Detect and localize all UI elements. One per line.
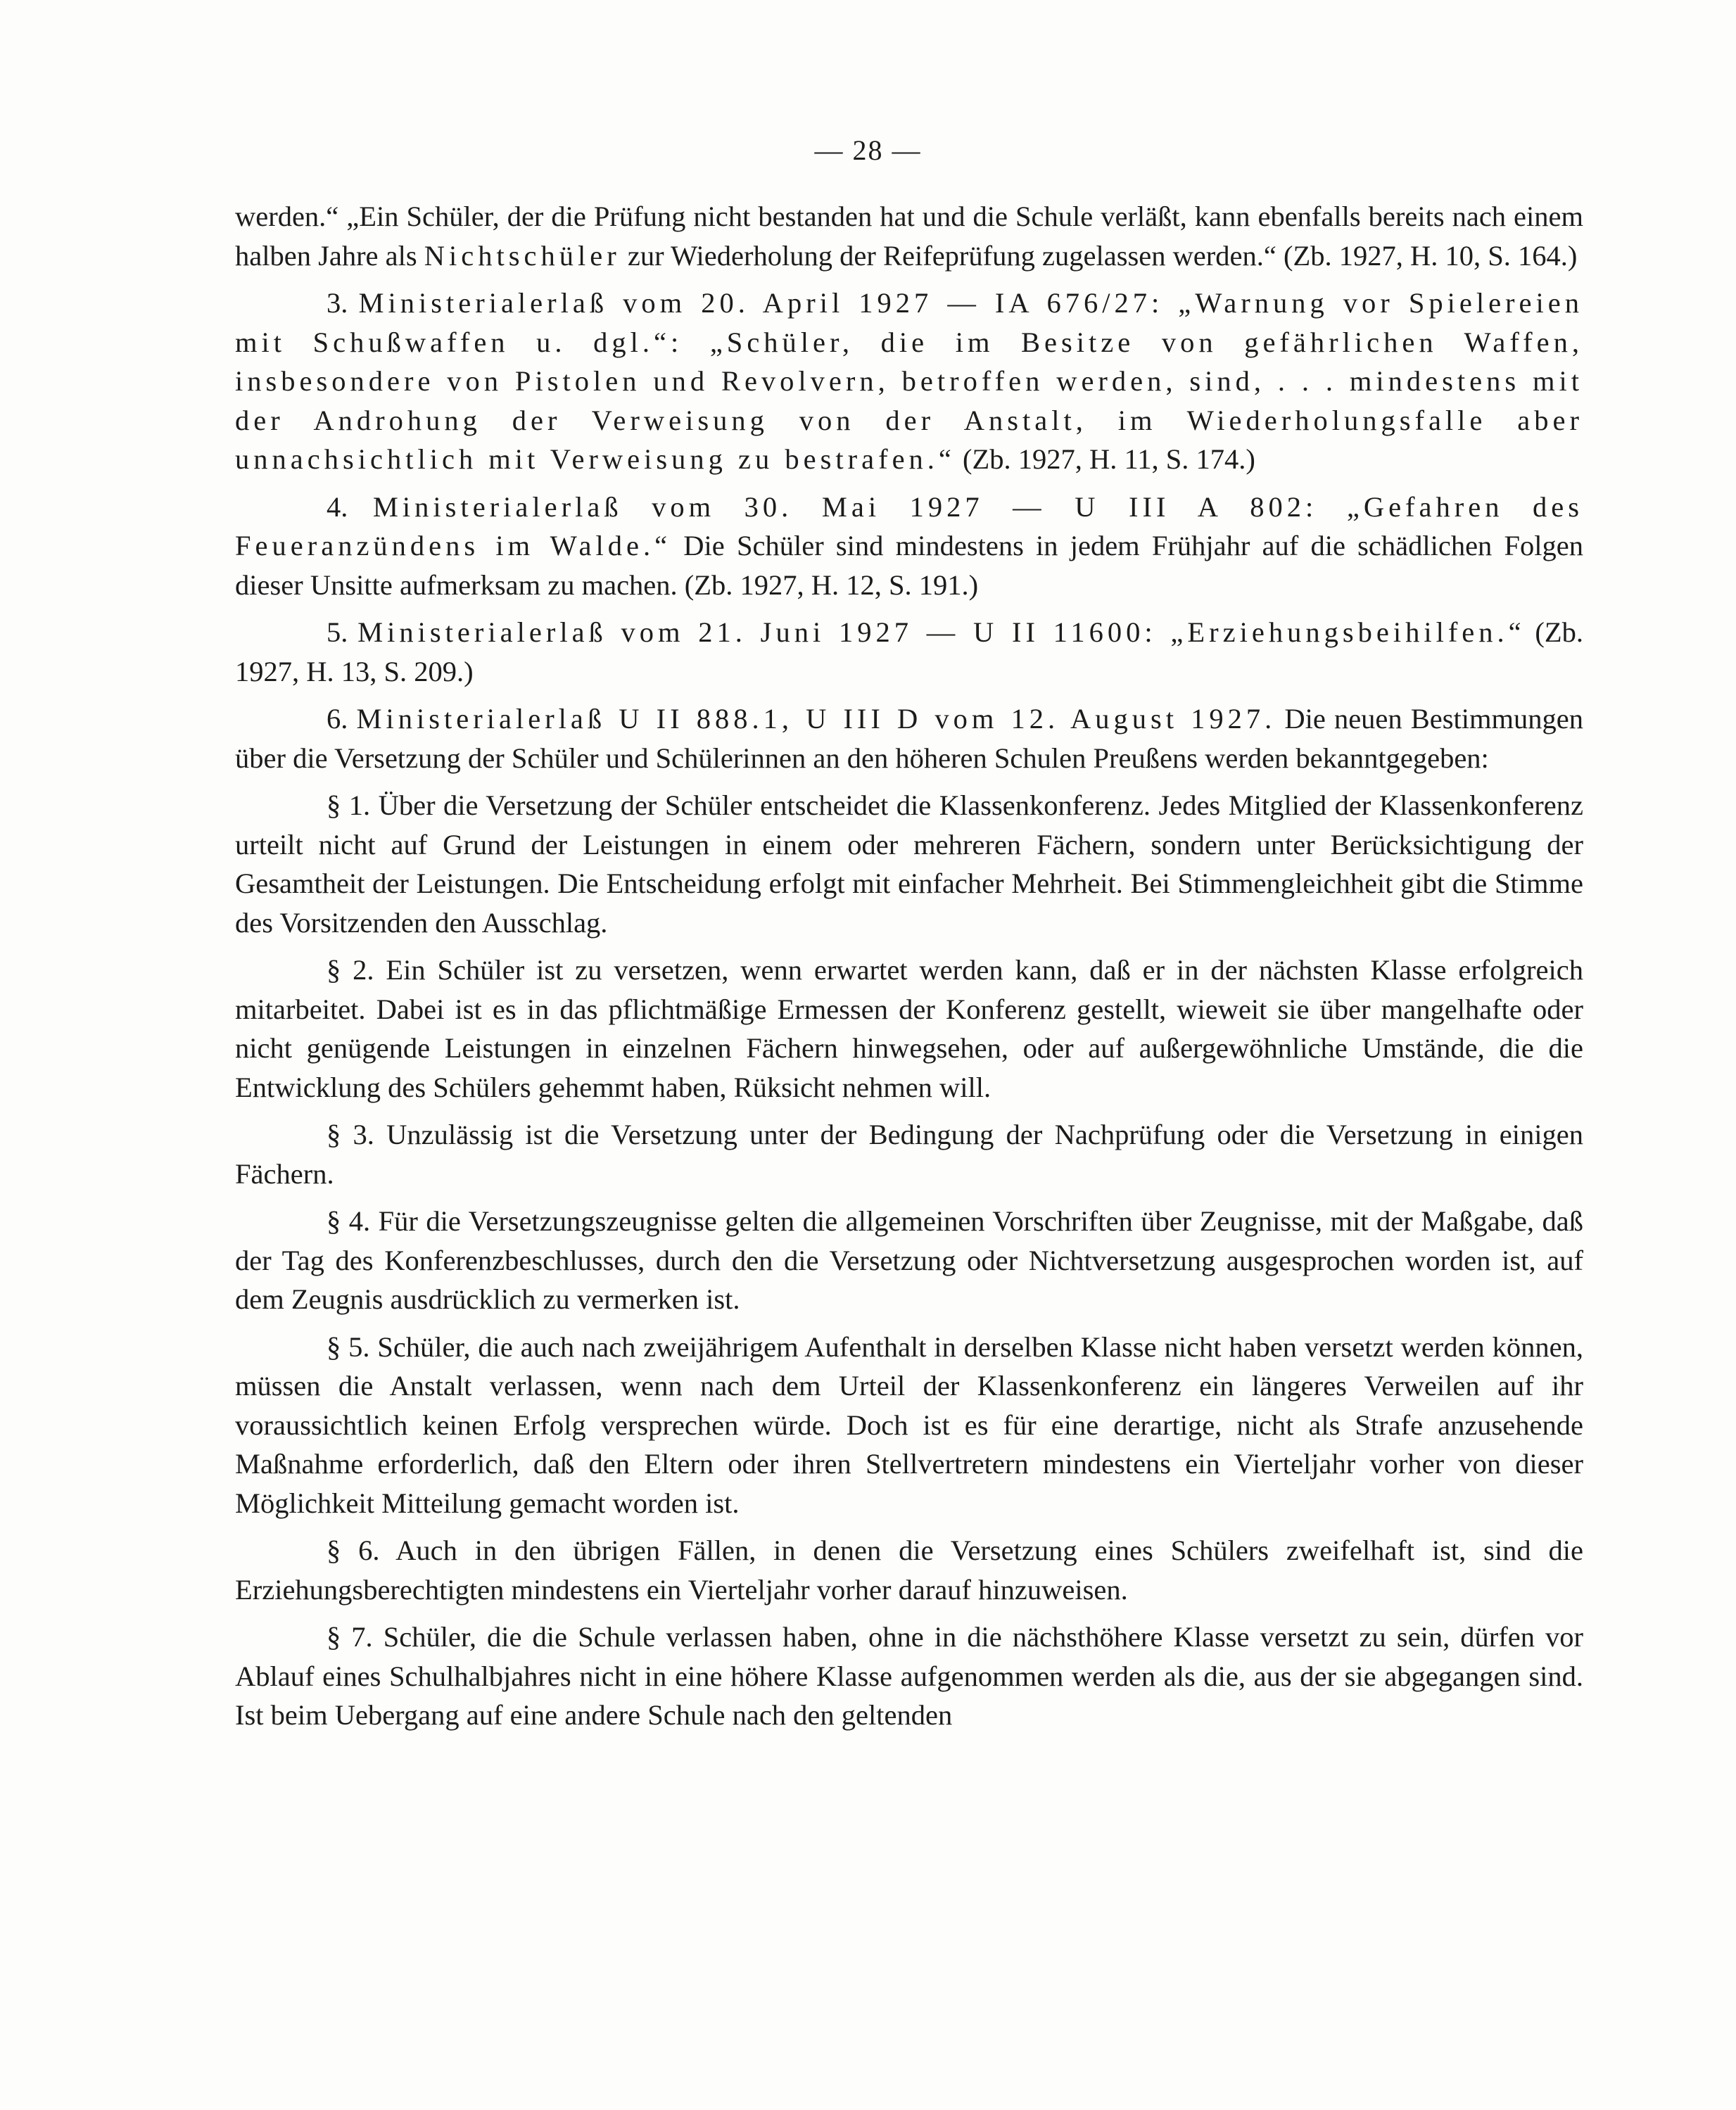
spaced-text: Ministerialerlaß vom 20. April 1927 — IA 676/27: „Warnung vor Spielereien mit Schußwaffen u. dgl.“: „Schüler, die im Besitze von gefährlichen Waffen, insbesondere von Pistolen und Revolvern, betroffen werden, sind, . . . mindestens mit der Androhung der Verweisung von der Anstalt, im Wiederholungsfalle aber unnachsichtlich mit Verweisung zu bestrafen.“	[235, 287, 1583, 475]
text-segment: 3.	[327, 287, 359, 319]
text-segment: Die Schüler sind mindestens in jedem Frühjahr auf die schädlichen Folgen dieser Unsitte aufmerksam zu machen. (Zb. 1927, H. 12, S. 191.)	[235, 530, 1583, 601]
text-segment: § 5. Schüler, die auch nach zweijährigem Aufenthalt in derselben Klasse nicht haben versetzt werden können, müssen die Anstalt verlassen, wenn nach dem Urteil der Klassenkonferenz ein längeres Verweilen auf ihr voraussichtlich keinen Erfolg versprechen würde. Doch ist es für eine derartige, nicht als Strafe anzusehende Maßnahme erforderlich, daß den Eltern oder ihren Stellvertretern mindestens ein Vierteljahr vorher von dieser Möglichkeit Mitteilung gemacht worden ist.	[235, 1330, 1583, 1519]
spaced-text: Ministerialerlaß vom 21. Juni 1927 — U II 11600: „Erziehungsbeihilfen.“	[357, 616, 1526, 648]
text-segment: § 7. Schüler, die die Schule verlassen haben, ohne in die nächsthöhere Klasse versetzt zu sein, dürfen vor Ablauf eines Schulhalbjahres nicht in eine höhere Klasse aufgenommen werden als die, aus der sie abgegangen sind. Ist beim Uebergang auf eine andere Schule nach den geltenden	[235, 1621, 1583, 1731]
paragraph	[235, 1618, 1583, 1735]
paragraph	[235, 1328, 1583, 1523]
text-segment: § 1. Über die Versetzung der Schüler entscheidet die Klassenkonferenz. Jedes Mitglied der Klassenkonferenz urteilt nicht auf Grund der Leistungen in einem oder mehreren Fächern, sondern unter Berücksichtigung der Gesamtheit der Leistungen. Die Entscheidung erfolgt mit einfacher Mehrheit. Bei Stimmengleichheit gibt die Stimme des Vorsitzenden den Ausschlag.	[235, 789, 1583, 939]
text-segment: § 4. Für die Versetzungszeugnisse gelten die allgemeinen Vorschriften über Zeugnisse, mit der Maßgabe, daß der Tag des Konferenzbeschlusses, durch den die Versetzung oder Nichtversetzung ausgesprochen worden ist, auf dem Zeugnis ausdrücklich zu vermerken ist.	[235, 1205, 1583, 1315]
paragraph	[235, 951, 1583, 1107]
paragraph	[235, 1115, 1583, 1193]
text-segment: 5.	[327, 616, 358, 648]
text-segment: Die neuen Bestimmungen über die Versetzung der Schüler und Schülerinnen an den höheren Schulen Preußens werden bekanntgegeben:	[235, 703, 1584, 774]
paragraph	[235, 1531, 1583, 1609]
text-segment: § 6. Auch in den übrigen Fällen, in denen die Versetzung eines Schülers zweifelhaft ist, sind die Erziehungsberechtigten mindestens ein Vierteljahr vorher darauf hinzuweisen.	[235, 1534, 1583, 1606]
text-segment: § 2. Ein Schüler ist zu versetzen, wenn erwartet werden kann, daß er in der nächsten Klasse erfolgreich mitarbeitet. Dabei ist es in das pflichtmäßige Ermessen der Konferenz gestellt, wieweit sie über mangelhafte oder nicht genügende Leistungen in einzelnen Fächern hinwegsehen, oder auf außergewöhnliche Umstände, die die Entwicklung des Schülers gehemmt haben, Rüksicht nehmen will.	[235, 954, 1583, 1103]
paragraph	[235, 284, 1583, 479]
text-segment: zur Wiederholung der Reifeprüfung zugelassen werden.“ (Zb. 1927, H. 10, S. 164.)	[620, 239, 1578, 272]
spaced-text: Ministerialerlaß U II 888.1, U III D vom 12. August 1927.	[356, 703, 1276, 735]
paragraph	[235, 1202, 1583, 1319]
spaced-text: Nichtschüler	[424, 239, 621, 272]
paragraph	[235, 613, 1583, 691]
text-segment: (Zb. 1927, H. 11, S. 174.)	[955, 443, 1255, 475]
paragraph	[235, 197, 1583, 275]
page-number: — 28 —	[814, 134, 922, 166]
text-segment: 6.	[327, 703, 357, 735]
text-segment: 4.	[327, 490, 373, 523]
text-segment: werden.“ „Ein Schüler, der die Prüfung nicht bestanden hat und die Schule verläßt, kann ebenfalls bereits nach einem halben Jahre als	[235, 201, 1583, 272]
paragraph	[235, 488, 1583, 605]
body-text	[235, 197, 1583, 1743]
text-segment: § 3. Unzulässig ist die Versetzung unter der Bedingung der Nachprüfung oder die Versetzung in einigen Fächern.	[235, 1119, 1583, 1190]
paragraph	[235, 699, 1583, 777]
text-segment: (Zb. 1927, H. 13, S. 209.)	[235, 616, 1583, 687]
paragraph	[235, 786, 1583, 942]
spaced-text: Ministerialerlaß vom 30. Mai 1927 — U III A 802: „Gefahren des Feueranzündens im Walde.“	[235, 490, 1583, 561]
